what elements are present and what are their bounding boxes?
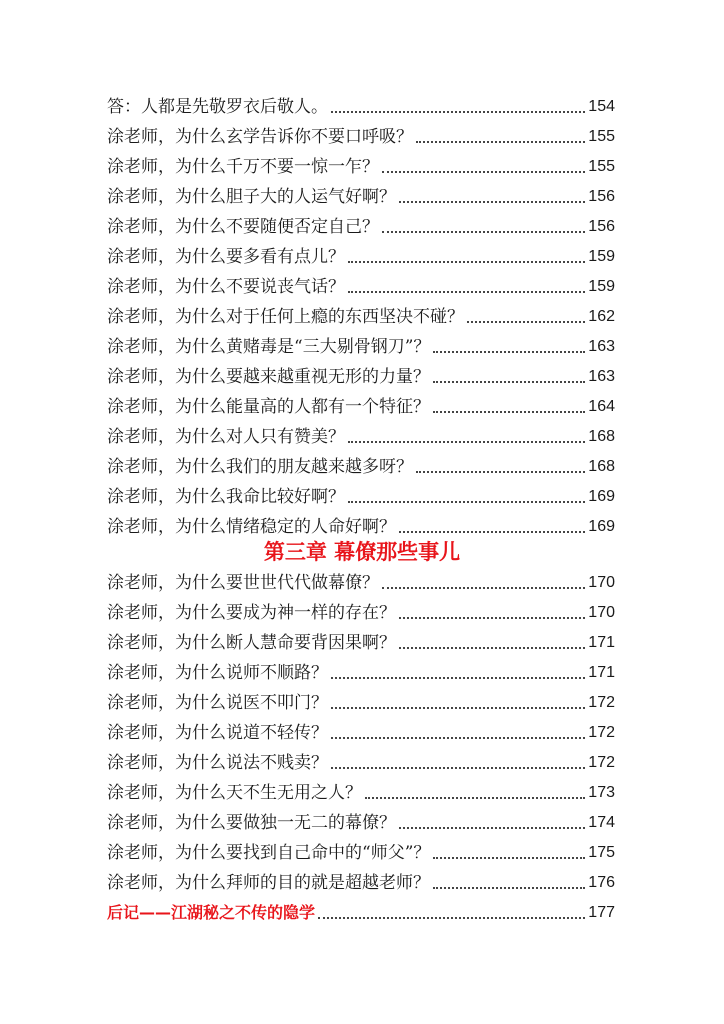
toc-entry-title: 涂老师，为什么我们的朋友越来越多呀？: [107, 457, 413, 477]
toc-entry-page: 169: [588, 488, 615, 505]
dot-leader: [348, 291, 585, 293]
dot-leader: [433, 381, 585, 383]
toc-entry-page: 175: [588, 844, 615, 861]
toc-entry-page: 168: [588, 428, 615, 445]
dot-leader: [399, 827, 585, 829]
toc-entry-page: 172: [588, 754, 615, 771]
toc-entry[interactable]: [107, 598, 615, 624]
toc-entry-page: 163: [588, 338, 615, 355]
toc-entry-title: 涂老师，为什么能量高的人都有一个特征？: [107, 397, 430, 417]
toc-entry-page: 173: [588, 784, 615, 801]
dot-leader: [348, 501, 585, 503]
toc-entry-title: 涂老师，为什么要成为神一样的存在？: [107, 603, 396, 623]
toc-entry-title: 涂老师，为什么要世世代代做幕僚？: [107, 573, 379, 593]
toc-entry[interactable]: [107, 302, 615, 328]
toc-entry-page: 162: [588, 308, 615, 325]
toc-entry[interactable]: [107, 452, 615, 478]
toc-entry-afterword[interactable]: [107, 898, 615, 924]
toc-entry[interactable]: [107, 392, 615, 418]
toc-entry-title: 涂老师，为什么说医不叩门？: [107, 693, 328, 713]
toc-entry[interactable]: [107, 122, 615, 148]
dot-leader: [318, 917, 585, 919]
toc-entry-title: 涂老师，为什么要找到自己命中的“师父”？: [107, 843, 431, 863]
dot-leader: [331, 677, 585, 679]
toc-entry[interactable]: [107, 362, 615, 388]
dot-leader: [382, 587, 585, 589]
toc-entry-page: 169: [588, 518, 615, 535]
toc-entry-title: 涂老师，为什么说道不轻传？: [107, 723, 328, 743]
toc-entry-title: 涂老师，为什么要越来越重视无形的力量？: [107, 367, 430, 387]
dot-leader: [399, 647, 585, 649]
dot-leader: [382, 231, 585, 233]
toc-entry[interactable]: [107, 512, 615, 538]
toc-entry-page: 176: [588, 874, 615, 891]
toc-entry[interactable]: [107, 92, 615, 118]
toc-entry[interactable]: [107, 242, 615, 268]
chapter-heading[interactable]: 第三章 幕僚那些事儿: [263, 540, 461, 564]
toc-entry-page: 174: [588, 814, 615, 831]
dot-leader: [433, 887, 585, 889]
toc-entry[interactable]: [107, 628, 615, 654]
toc-entry[interactable]: [107, 422, 615, 448]
toc-entry-title: 涂老师，为什么我命比较好啊？: [107, 487, 345, 507]
toc-entry-page: 154: [588, 98, 615, 115]
toc-entry-page: 168: [588, 458, 615, 475]
toc-entry-title: 涂老师，为什么不要说丧气话？: [107, 277, 345, 297]
toc-entry-page: 159: [588, 248, 615, 265]
dot-leader: [365, 797, 585, 799]
dot-leader: [331, 737, 585, 739]
dot-leader: [416, 141, 585, 143]
toc-entry-page: 156: [588, 188, 615, 205]
toc-entry-title: 涂老师，为什么情绪稳定的人命好啊？: [107, 517, 396, 537]
toc-entry-title: 涂老师，为什么说师不顺路？: [107, 663, 328, 683]
toc-entry-title: 涂老师，为什么要做独一无二的幕僚？: [107, 813, 396, 833]
toc-entry-title: 涂老师，为什么要多看有点儿？: [107, 247, 345, 267]
toc-entry[interactable]: [107, 868, 615, 894]
dot-leader: [331, 111, 585, 113]
dot-leader: [467, 321, 585, 323]
toc-entry[interactable]: [107, 568, 615, 594]
toc-entry-title: 涂老师，为什么黄赌毒是“三大剔骨钢刀”？: [107, 337, 431, 357]
toc-entry-page: 171: [588, 634, 615, 651]
dot-leader: [399, 617, 585, 619]
toc-entry-title: 涂老师，为什么断人慧命要背因果啊？: [107, 633, 396, 653]
toc-entry-title: 涂老师，为什么拜师的目的就是超越老师？: [107, 873, 430, 893]
toc-entry[interactable]: [107, 482, 615, 508]
toc-entry[interactable]: [107, 808, 615, 834]
toc-entry-page: 172: [588, 694, 615, 711]
toc-entry-page: 177: [588, 904, 615, 921]
toc-entry[interactable]: [107, 778, 615, 804]
toc-entry[interactable]: [107, 718, 615, 744]
toc-entry[interactable]: [107, 272, 615, 298]
toc-entry-page: 170: [588, 604, 615, 621]
toc-entry-title: 答：人都是先敬罗衣后敬人。: [107, 97, 328, 117]
dot-leader: [433, 351, 585, 353]
dot-leader: [399, 201, 585, 203]
toc-entry-title: 涂老师，为什么说法不贱卖？: [107, 753, 328, 773]
toc-entry-page: 170: [588, 574, 615, 591]
toc-entry-page: 172: [588, 724, 615, 741]
toc-entry-page: 163: [588, 368, 615, 385]
dot-leader: [416, 471, 585, 473]
toc-entry[interactable]: [107, 838, 615, 864]
dot-leader: [331, 767, 585, 769]
toc-entry-page: 164: [588, 398, 615, 415]
dot-leader: [433, 411, 585, 413]
toc-entry[interactable]: [107, 658, 615, 684]
toc-entry[interactable]: [107, 688, 615, 714]
toc-entry-page: 159: [588, 278, 615, 295]
toc-entry-title: 后记——江湖秘之不传的隐学: [107, 903, 316, 922]
toc-entry-title: 涂老师，为什么千万不要一惊一乍？: [107, 157, 379, 177]
dot-leader: [331, 707, 585, 709]
toc-entry[interactable]: [107, 332, 615, 358]
toc-entry-title: 涂老师，为什么天不生无用之人？: [107, 783, 362, 803]
toc-entry[interactable]: [107, 748, 615, 774]
dot-leader: [399, 531, 585, 533]
toc-entry-title: 涂老师，为什么不要随便否定自己？: [107, 217, 379, 237]
toc-entry[interactable]: [107, 212, 615, 238]
toc-entry[interactable]: [107, 152, 615, 178]
toc-entry-page: 171: [588, 664, 615, 681]
toc-entry-title: 涂老师，为什么胆子大的人运气好啊？: [107, 187, 396, 207]
toc-entry-title: 涂老师，为什么玄学告诉你不要口呼吸？: [107, 127, 413, 147]
dot-leader: [382, 171, 585, 173]
toc-entry[interactable]: [107, 182, 615, 208]
toc-entry-page: 155: [588, 128, 615, 145]
dot-leader: [348, 441, 585, 443]
dot-leader: [433, 857, 585, 859]
dot-leader: [348, 261, 585, 263]
toc-entry-title: 涂老师，为什么对于任何上瘾的东西坚决不碰？: [107, 307, 464, 327]
toc-entry-page: 156: [588, 218, 615, 235]
toc-entry-title: 涂老师，为什么对人只有赞美？: [107, 427, 345, 447]
toc-entry-page: 155: [588, 158, 615, 175]
